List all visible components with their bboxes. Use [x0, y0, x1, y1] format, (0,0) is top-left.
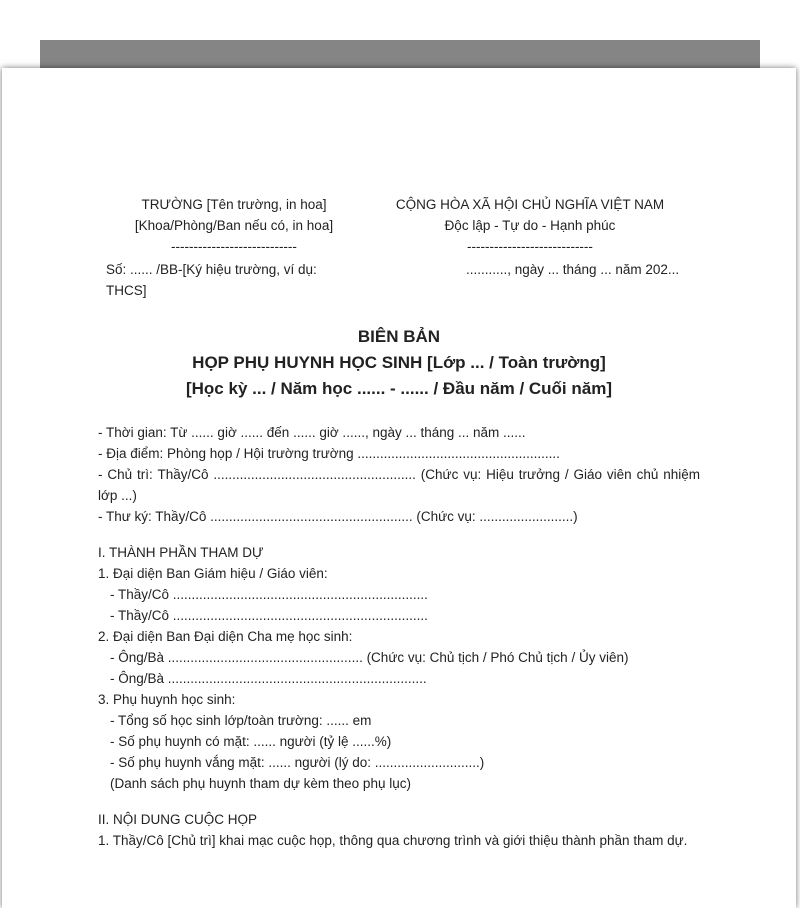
list-item: - Số phụ huynh có mặt: ...... người (tỷ lệ ......%)	[110, 734, 392, 749]
minutes-content	[98, 422, 700, 851]
info-secretary: - Thư ký: Thầy/Cô ...................................................... (Chức vụ: .........................)	[98, 509, 578, 524]
info-place: - Địa điểm: Phòng họp / Hội trường trường ......................................................	[98, 446, 560, 461]
section-2-item-1: 1. Thầy/Cô [Chủ trì] khai mạc cuộc họp, thông qua chương trình và giới thiệu thành phần tham dự.	[98, 833, 688, 848]
list-item: - Số phụ huynh vắng mặt: ...... người (lý do: ............................)	[110, 755, 485, 770]
list-item: - Ông/Bà .....................................................................	[110, 671, 427, 686]
national-title: CỘNG HÒA XÃ HỘI CHỦ NGHĨA VIỆT NAM	[395, 197, 665, 212]
title-line-3: [Học kỳ ... / Năm học ...... - ...... / Đầu năm / Cuối năm]	[185, 379, 612, 398]
section-1-sub-2: 2. Đại diện Ban Đại diện Cha mẹ học sinh:	[98, 629, 353, 644]
title-line-1: BIÊN BẢN	[357, 327, 441, 346]
department-name: [Khoa/Phòng/Ban nếu có, in hoa]	[134, 218, 334, 233]
national-header	[380, 194, 680, 257]
list-item: - Thầy/Cô ....................................................................	[110, 587, 428, 602]
document-number: Số: ...... /BB-[Ký hiệu trường, ví dụ: THCS]	[106, 262, 317, 298]
document-title	[2, 324, 796, 402]
title-line-2: HỌP PHỤ HUYNH HỌC SINH [Lớp ... / Toàn trường]	[192, 353, 606, 372]
list-item: - Thầy/Cô ....................................................................	[110, 608, 428, 623]
info-time: - Thời gian: Từ ...... giờ ...... đến ...... giờ ......, ngày ... tháng ... năm ......	[98, 425, 526, 440]
list-item: (Danh sách phụ huynh tham dự kèm theo phụ lục)	[110, 776, 411, 791]
section-1-heading: I. THÀNH PHẦN THAM DỰ	[98, 545, 264, 560]
info-chair: - Chủ trì: Thầy/Cô ...................................................... (Chức vụ: Hiệu trưởng / Giáo viên chủ nhiệm lớp ...)	[98, 467, 700, 503]
national-motto: Độc lập - Tự do - Hạnh phúc	[444, 218, 616, 233]
list-item: - Ông/Bà .................................................... (Chức vụ: Chủ tịch / Phó Chủ tịch / Ủy viên)	[110, 650, 629, 665]
national-separator: ----------------------------	[467, 239, 593, 254]
school-name: TRƯỜNG [Tên trường, in hoa]	[141, 197, 327, 212]
school-header	[99, 194, 369, 257]
window-top-bar	[40, 40, 760, 70]
document-page	[2, 68, 796, 908]
section-1-sub-1: 1. Đại diện Ban Giám hiệu / Giáo viên:	[98, 566, 328, 581]
list-item: - Tổng số học sinh lớp/toàn trường: ...... em	[110, 713, 372, 728]
document-date: ..........., ngày ... tháng ... năm 202...	[466, 262, 680, 277]
section-2-heading: II. NỘI DUNG CUỘC HỌP	[98, 812, 258, 827]
section-1-sub-3: 3. Phụ huynh học sinh:	[98, 692, 236, 707]
school-separator: ----------------------------	[171, 239, 297, 254]
